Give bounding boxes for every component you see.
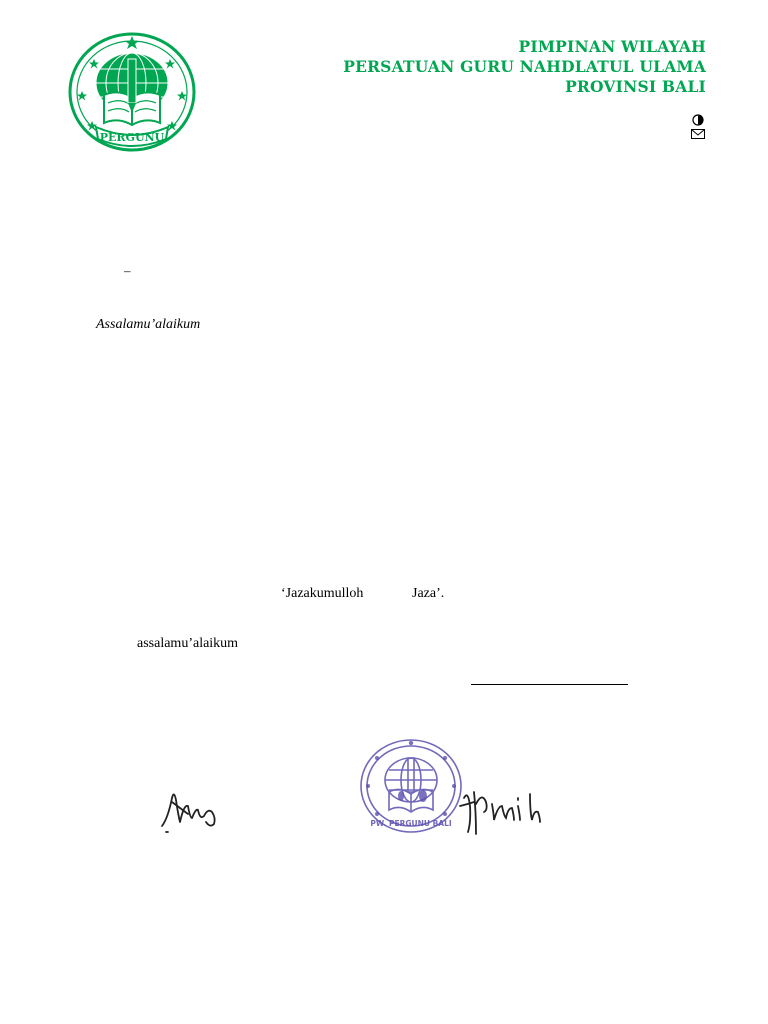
phone-icon [692,114,704,126]
org-name: PERSATUAN GURU NAHDLATUL ULAMA [343,57,706,76]
contact-block [690,114,706,139]
official-stamp [357,736,465,836]
stamp-text: PW. PERGUNU BALI [370,819,452,828]
dash-mark: – [124,263,131,278]
greeting: Assalamu’alaikum [96,317,201,332]
underline [471,684,628,685]
signature-left [158,778,224,836]
closing-greeting: assalamu’alaikum [137,636,239,651]
pergunu-logo [66,31,198,153]
closing-prayer-part1: ‘Jazakumulloh [281,586,364,601]
closing-prayer-part2: Jaza’. [412,586,445,601]
org-level: PIMPINAN WILAYAH [518,37,706,56]
letterhead [343,37,706,97]
signature-right [458,782,544,838]
logo-text: PERGUNU [99,131,165,144]
org-province: PROVINSI BALI [565,77,706,96]
mail-icon [691,129,705,139]
